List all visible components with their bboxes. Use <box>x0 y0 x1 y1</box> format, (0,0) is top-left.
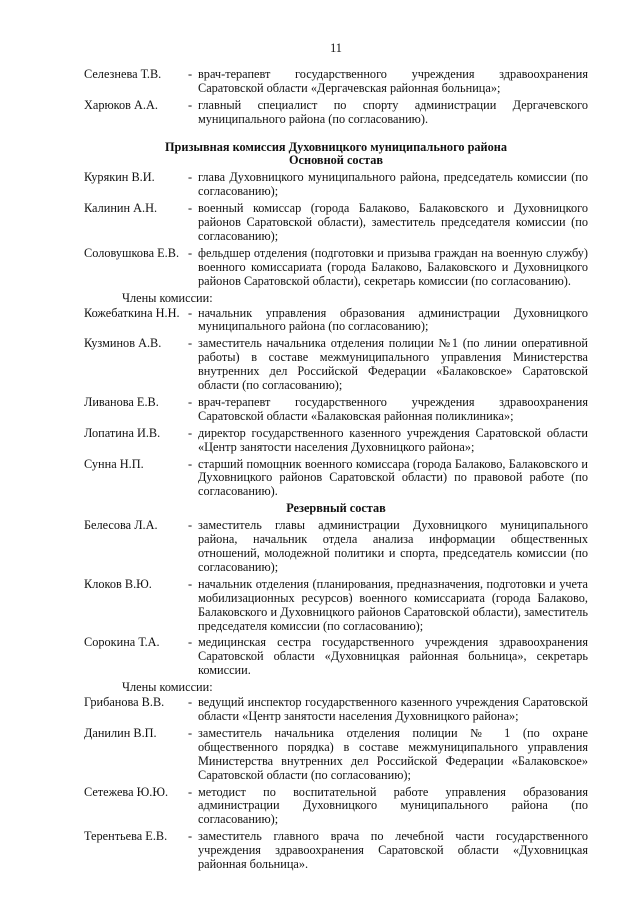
person-entry <box>84 396 588 424</box>
person-name: Сорокина Т.А. <box>84 635 160 650</box>
entry-dash: - <box>187 66 193 81</box>
person-name: Грибанова В.В. <box>84 695 165 710</box>
reserve-composition-title: Резервный состав <box>286 501 386 516</box>
entry-dash: - <box>187 201 193 216</box>
reserve-members-label: Члены комиссии: <box>122 680 213 695</box>
entry-dash: - <box>187 305 193 320</box>
person-position: начальник отделения (планирования, предназначения, подготовки и учета мобилизационных ресурсов) военного комиссариата (города Балаково, Балаковского и Духовницкого районов Саратовской области), заместитель председателя комиссии (по согласованию); <box>198 576 588 633</box>
person-entry <box>84 337 588 393</box>
main-composition-title: Основной состав <box>288 153 384 168</box>
person-name: Кузминов А.В. <box>84 336 162 351</box>
person-entry <box>84 696 588 724</box>
person-position: методист по воспитательной работе управления образования администрации Духовницкого муниципального района (по согласованию); <box>198 784 588 827</box>
person-name: Соловушкова Е.В. <box>84 245 180 260</box>
person-name: Курякин В.И. <box>84 170 155 185</box>
person-entry <box>84 636 588 678</box>
person-entry <box>84 99 588 127</box>
person-name: Клоков В.Ю. <box>84 576 152 591</box>
person-position: начальник управления образования администрации Духовницкого муниципального района (по согласованию); <box>198 305 588 334</box>
main-composition-list <box>84 171 588 288</box>
person-name: Терентьева Е.В. <box>84 829 168 844</box>
person-entry <box>84 578 588 634</box>
person-position: ведущий инспектор государственного казенного учреждения Саратовской области «Центр занятости населения Духовницкого района»; <box>198 695 588 723</box>
entry-dash: - <box>187 695 193 710</box>
entry-dash: - <box>187 245 193 260</box>
person-name: Ливанова Е.В. <box>84 394 159 409</box>
entry-dash: - <box>187 784 193 799</box>
person-position: заместитель начальника отделения полиции № 1 (по охране общественного порядка) в составе межмуниципального управления Министерства внутренних дел Российской Федерации «Балаковское» Саратовской области (по согласованию); <box>198 725 588 782</box>
person-position: военный комиссар (города Балаково, Балаковского и Духовницкого районов Саратовской области), заместитель председателя комиссии (по согласованию); <box>198 201 588 243</box>
person-position: заместитель главы администрации Духовницкого муниципального района, начальник отдела анализа информации общественных отношений, молодежной политики и спорта, председатель комиссии (по согласованию); <box>198 518 588 574</box>
reserve-members-list <box>84 696 588 872</box>
person-name: Данилин В.П. <box>84 725 157 740</box>
person-name: Сунна Н.П. <box>84 456 144 471</box>
person-entry <box>84 68 588 96</box>
person-name: Калинин А.Н. <box>84 201 158 216</box>
entry-dash: - <box>187 576 193 591</box>
top-entries-list <box>84 68 588 127</box>
entry-dash: - <box>187 394 193 409</box>
person-position: директор государственного казенного учреждения Саратовской области «Центр занятости населения Духовницкого района»; <box>198 425 588 454</box>
person-position: фельдшер отделения (подготовки и призыва граждан на военную службу) военного комиссариата (города Балаково, Балаковского и Духовницкого районов Саратовской области), секретарь комиссии (по согласованию). <box>198 245 588 288</box>
person-entry <box>84 519 588 575</box>
person-entry <box>84 171 588 199</box>
entry-dash: - <box>187 456 193 471</box>
person-entry <box>84 247 588 289</box>
entry-dash: - <box>187 725 193 740</box>
person-position: старший помощник военного комиссара (города Балаково, Балаковского и Духовницкого районов Саратовской области) по правовой работе (по согласованию). <box>198 456 588 499</box>
person-name: Лопатина И.В. <box>84 425 161 440</box>
person-entry <box>84 727 588 783</box>
entry-dash: - <box>187 425 193 440</box>
person-position: медицинская сестра государственного учреждения здравоохранения Саратовской области «Духовницкая районная больница», секретарь комиссии. <box>198 635 588 678</box>
entry-dash: - <box>187 336 193 351</box>
person-position: глава Духовницкого муниципального района, председатель комиссии (по согласованию); <box>198 170 588 199</box>
entry-dash: - <box>187 635 193 650</box>
entry-dash: - <box>187 518 193 533</box>
main-members-list <box>84 307 588 500</box>
person-entry <box>84 830 588 872</box>
person-entry <box>84 458 588 500</box>
person-position: врач-терапевт государственного учреждения здравоохранения Саратовской области «Балаковская районная поликлиника»; <box>198 394 588 423</box>
person-position: заместитель главного врача по лечебной части государственного учреждения здравоохранения Саратовской области «Духовницкая районная больница». <box>198 829 588 872</box>
commission-title: Призывная комиссия Духовницкого муниципального района <box>164 139 508 154</box>
main-members-label: Члены комиссии: <box>122 290 213 305</box>
person-position: главный специалист по спорту администрации Дергачевского муниципального района (по согласованию). <box>198 97 588 126</box>
person-name: Харюков А.А. <box>84 97 158 112</box>
person-entry <box>84 427 588 455</box>
person-entry <box>84 307 588 335</box>
person-name: Селезнева Т.В. <box>84 66 162 81</box>
person-position: заместитель начальника отделения полиции №1 (по линии оперативной работы) в составе межмуниципального управления Министерства внутренних дел Российской Федерации «Балаковское» Саратовской области (по согласованию); <box>198 336 588 393</box>
entry-dash: - <box>187 97 193 112</box>
person-name: Кожебаткина Н.Н. <box>84 305 180 320</box>
person-name: Сетежева Ю.Ю. <box>84 784 169 799</box>
entry-dash: - <box>187 170 193 185</box>
entry-dash: - <box>187 829 193 844</box>
reserve-composition-list <box>84 519 588 678</box>
person-entry <box>84 786 588 828</box>
person-entry <box>84 202 588 244</box>
person-position: врач-терапевт государственного учреждения здравоохранения Саратовской области «Дергачевская районная больница»; <box>198 66 588 95</box>
page-number: 11 <box>330 41 342 55</box>
person-name: Белесова Л.А. <box>84 518 158 533</box>
